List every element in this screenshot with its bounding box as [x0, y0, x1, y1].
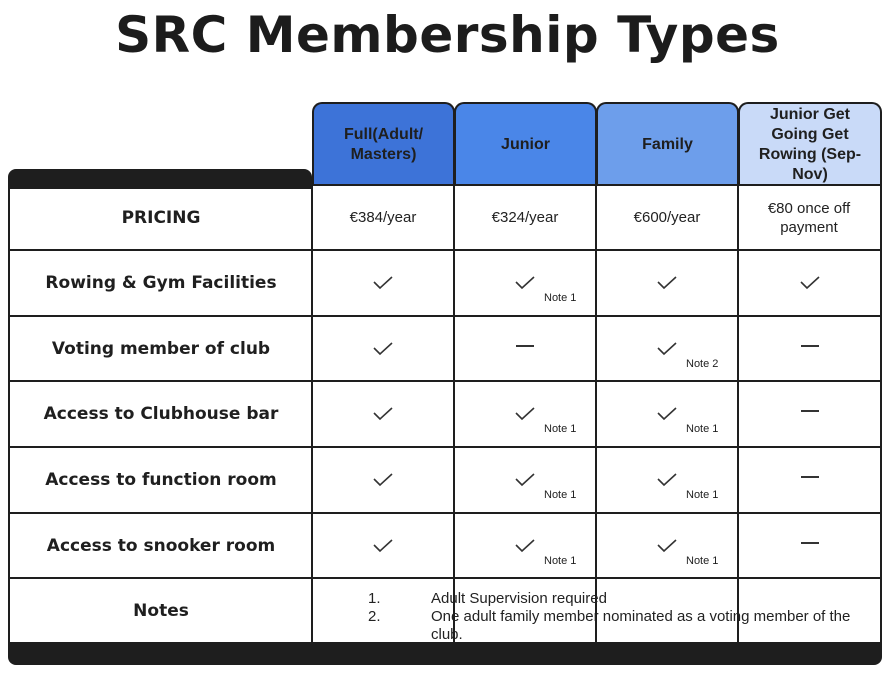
dash-icon — [801, 476, 819, 478]
row-label: Rowing & Gym Facilities — [45, 273, 277, 293]
note-number: 1. — [368, 590, 381, 607]
check-icon — [656, 407, 678, 421]
table-bottom-bar — [8, 643, 882, 665]
row-label-notes: Notes — [133, 601, 189, 621]
row-label: Voting member of club — [51, 339, 271, 359]
column-divider — [595, 184, 597, 644]
column-header-family-label: Family — [642, 136, 693, 153]
column-header-family — [596, 102, 739, 186]
check-icon — [514, 276, 536, 290]
column-header-junior-label: Junior — [501, 136, 550, 153]
check-icon — [372, 342, 394, 356]
check-icon — [656, 539, 678, 553]
column-header-full — [312, 102, 455, 186]
column-header-junior-get-going-label: Junior Get Going Get Rowing (Sep-Nov) — [758, 106, 862, 183]
row-label: Access to function room — [45, 470, 277, 490]
check-icon — [514, 473, 536, 487]
check-icon — [656, 342, 678, 356]
page-title: SRC Membership Types — [115, 6, 780, 64]
check-icon — [656, 276, 678, 290]
price-full: €384/year — [349, 209, 417, 226]
note-text: Adult Supervision required — [431, 590, 607, 607]
note-reference: Note 1 — [544, 489, 577, 501]
note-reference: Note 2 — [686, 358, 719, 370]
note-text: One adult family member nominated as a voting member of the club. — [431, 608, 851, 643]
column-divider — [453, 184, 455, 644]
row-label: Access to snooker room — [46, 536, 276, 556]
check-icon — [656, 473, 678, 487]
check-icon — [514, 539, 536, 553]
row-label: Access to Clubhouse bar — [43, 404, 279, 424]
dash-icon — [516, 345, 534, 347]
note-reference: Note 1 — [686, 423, 719, 435]
note-number: 2. — [368, 608, 381, 625]
check-icon — [372, 473, 394, 487]
check-icon — [372, 276, 394, 290]
note-reference: Note 1 — [686, 555, 719, 567]
row-label-pricing: PRICING — [121, 207, 201, 228]
price-junior-get-going: €80 once off payment — [767, 199, 851, 236]
dash-icon — [801, 345, 819, 347]
note-reference: Note 1 — [544, 555, 577, 567]
column-header-full-label: Full(Adult/ Masters) — [343, 126, 424, 163]
column-header-junior-get-going — [738, 102, 882, 186]
note-reference: Note 1 — [544, 423, 577, 435]
column-header-junior — [454, 102, 597, 186]
check-icon — [372, 407, 394, 421]
notes-list — [368, 590, 868, 644]
dash-icon — [801, 410, 819, 412]
price-junior: €324/year — [491, 209, 559, 226]
column-divider — [737, 184, 739, 644]
check-icon — [514, 407, 536, 421]
note-reference: Note 1 — [544, 292, 577, 304]
note-reference: Note 1 — [686, 489, 719, 501]
note-item — [368, 590, 868, 608]
check-icon — [372, 539, 394, 553]
price-family: €600/year — [633, 209, 701, 226]
note-item — [368, 608, 868, 644]
dash-icon — [801, 542, 819, 544]
check-icon — [799, 276, 821, 290]
